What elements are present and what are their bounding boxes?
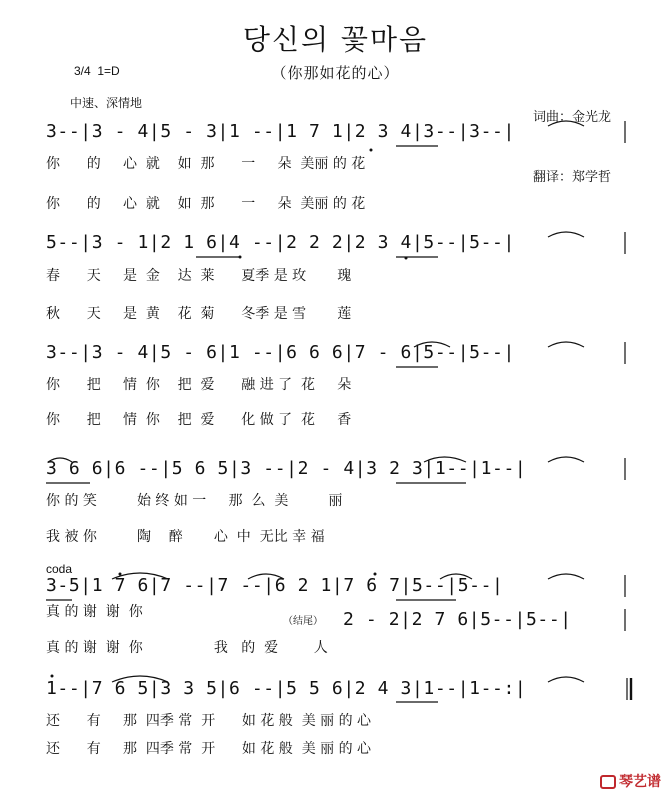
- tie-mark: [548, 677, 584, 682]
- site-logo: [590, 755, 661, 791]
- tie-mark: [548, 457, 584, 462]
- lyric-line-2b: 秋 天 是 黄 花 菊 冬季 是 雪 莲: [46, 306, 352, 322]
- alt-notes-line-5: 2 - 2|2 7 6|5--|5--|: [343, 609, 572, 630]
- lyric-line-4a: 你 的 笑 始 终 如 一 那 么 美 丽: [46, 493, 343, 509]
- lyric-line-4b: 我 被 你 陶 醉 心 中 无比 幸 福: [46, 529, 325, 545]
- octave-dot: [405, 257, 408, 260]
- octave-dot: [239, 256, 242, 259]
- notes-line-4: 3 6 6|6 --|5 6 5|3 --|2 - 4|3 2 3|1--|1--|: [46, 458, 527, 479]
- lyric-line-5a: 真 的 谢 谢 你: [46, 604, 143, 620]
- credit-composer: 词曲：金光龙: [533, 110, 612, 125]
- octave-dot: [370, 149, 373, 152]
- lyric-line-3b: 你 把 情 你 把 爱 化 做 了 花 香: [46, 412, 352, 428]
- tie-mark: [548, 574, 584, 579]
- lyric-line-1b: 你 的 心 就 如 那 一 朵 美丽 的 花: [46, 196, 366, 212]
- octave-dot: [51, 675, 54, 678]
- ending-label: （结尾）: [283, 616, 323, 627]
- credit-translator: 翻译：郑学哲: [533, 170, 612, 185]
- lyric-line-3a: 你 把 情 你 把 爱 融 进 了 花 朵: [46, 377, 352, 393]
- lyric-line-2a: 春 天 是 金 达 莱 夏季 是 玫 瑰: [46, 268, 352, 284]
- coda-label: coda: [46, 562, 73, 576]
- tie-mark: [48, 458, 72, 462]
- lyric-line-6a: 还 有 那 四季 常 开 如 花 般 美 丽 的 心: [46, 713, 372, 729]
- key-signature: 3/4 1=D: [74, 64, 120, 78]
- tie-mark: [440, 574, 472, 579]
- song-title: 당신의 꽃마음: [242, 23, 429, 56]
- song-subtitle: （你那如花的心）: [271, 64, 400, 82]
- logo-text: 琴艺谱: [619, 774, 661, 790]
- tie-mark: [548, 121, 584, 126]
- octave-dot: [119, 573, 122, 576]
- lyric-line-5b: 真 的 谢 谢 你 我 的 爱 人: [46, 640, 328, 656]
- tie-mark: [414, 342, 450, 347]
- notes-line-5: 3-5|1 7 6|7 --|7 --|6 2 1|7 6 7|5--|5--|: [46, 575, 504, 596]
- tie-mark: [548, 232, 584, 237]
- tie-mark: [424, 457, 466, 462]
- lyric-line-6b: 还 有 那 四季 常 开 如 花 般 美 丽 的 心: [46, 741, 372, 757]
- tempo-marking: 中速、深情地: [70, 96, 143, 110]
- notes-line-2: 5--|3 - 1|2 1 6|4 --|2 2 2|2 3 4|5--|5--|: [46, 232, 515, 253]
- logo-icon: [600, 775, 616, 789]
- notes-line-6: 1--|7 6 5|3 3 5|6 --|5 5 6|2 4 3|1--|1--:|: [46, 678, 527, 699]
- notes-line-1: 3--|3 - 4|5 - 3|1 --|1 7 1|2 3 4|3--|3--|: [46, 121, 515, 142]
- tie-mark: [548, 342, 584, 347]
- notes-line-3: 3--|3 - 4|5 - 6|1 --|6 6 6|7 - 6|5--|5--|: [46, 342, 515, 363]
- octave-dot: [374, 573, 377, 576]
- lyric-line-1a: 你 的 心 就 如 那 一 朵 美丽 的 花: [46, 156, 366, 172]
- tie-mark: [112, 676, 168, 682]
- tie-mark: [248, 574, 284, 579]
